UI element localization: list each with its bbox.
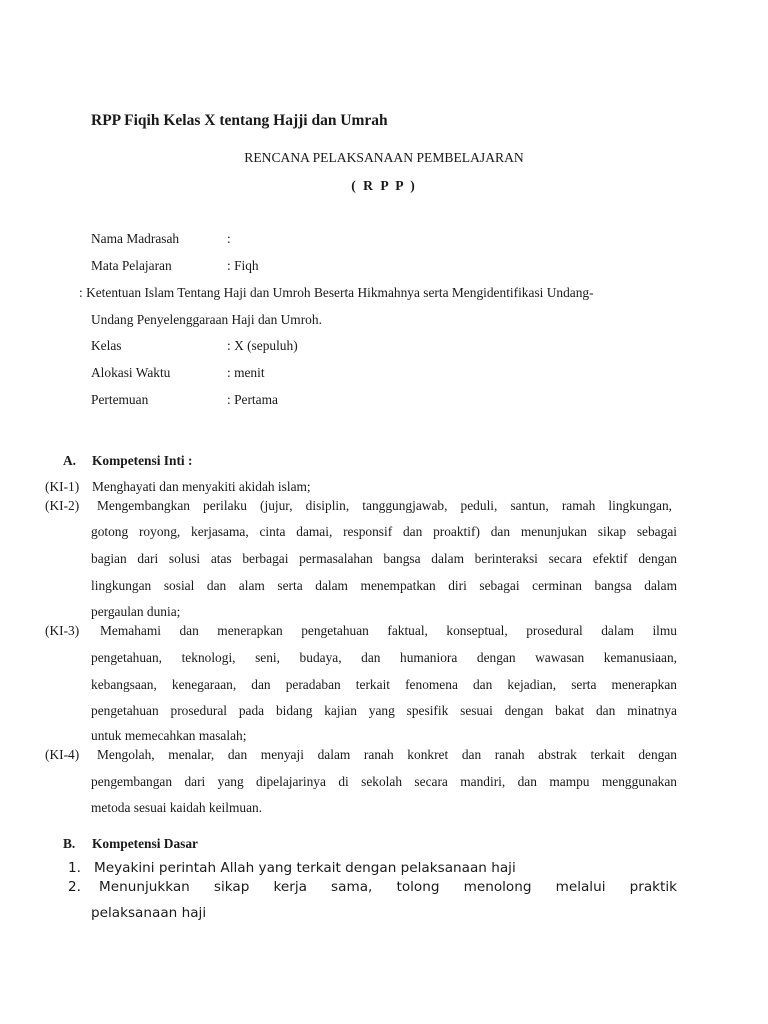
field-label-alokasi-waktu: Alokasi Waktu (91, 365, 171, 380)
field-value-pertemuan: : Pertama (227, 392, 278, 407)
kd-number: 2. (68, 879, 81, 895)
kd-number: 1. (68, 860, 81, 876)
ki-code: (KI-2) (45, 498, 80, 513)
section-b-letter: B. (63, 836, 76, 851)
field-value-kelas: : X (sepuluh) (227, 338, 298, 353)
ki-line: untuk memecahkan masalah; (91, 728, 247, 743)
topic-line-2: Undang Penyelenggaraan Haji dan Umroh. (91, 312, 322, 327)
ki-line: bagian dari solusi atas berbagai permasalahan bangsa dalam berinteraksi secara efektif dengan (91, 551, 677, 566)
field-sep-nama-madrasah: : (227, 231, 231, 246)
ki-line: Mengolah, menalar, dan menyaji dalam ranah konkret dan ranah abstrak terkait dengan (97, 747, 677, 762)
ki-line: Menghayati dan menyakiti akidah islam; (92, 479, 311, 494)
ki-line: pengetahuan prosedural pada bidang kajian yang spesifik sesuai dengan bakat dan minatnya (91, 703, 677, 718)
ki-line: metoda sesuai kaidah keilmuan. (91, 800, 263, 815)
field-label-mata-pelajaran: Mata Pelajaran (91, 258, 172, 273)
ki-line: pengembangan dari yang dipelajarinya di sekolah secara mandiri, dan mampu menggunakan (91, 774, 677, 789)
ki-code: (KI-3) (45, 623, 80, 638)
ki-line: lingkungan sosial dan alam serta dalam menempatkan diri sebagai cerminan bangsa dalam (91, 578, 677, 593)
ki-line: pengetahuan, teknologi, seni, budaya, dan humaniora dengan wawasan kemanusiaan, (91, 650, 677, 665)
section-a-letter: A. (63, 453, 77, 468)
field-value-mata-pelajaran: : Fiqh (227, 258, 259, 273)
ki-code: (KI-4) (45, 747, 80, 762)
ki-line: Mengembangkan perilaku (jujur, disiplin, tanggungjawab, peduli, santun, ramah lingkungan, (97, 498, 672, 513)
kd-line: Menunjukkan sikap kerja sama, tolong menolong melalui praktik (99, 879, 677, 895)
rpp-subheading: ( R P P ) (351, 178, 417, 193)
field-label-kelas: Kelas (91, 338, 122, 353)
field-label-nama-madrasah: Nama Madrasah (91, 231, 180, 246)
field-label-pertemuan: Pertemuan (91, 392, 149, 407)
document-title: RPP Fiqih Kelas X tentang Hajji dan Umrah (91, 112, 388, 129)
kd-line: Meyakini perintah Allah yang terkait dengan pelaksanaan haji (94, 860, 516, 876)
kd-line: pelaksanaan haji (91, 905, 207, 921)
topic-line-1: : Ketentuan Islam Tentang Haji dan Umroh Beserta Hikmahnya serta Mengidentifikasi Undang- (79, 285, 594, 300)
ki-line: gotong royong, kerjasama, cinta damai, responsif dan proaktif) dan menunjukan sikap sebagai (91, 524, 677, 539)
rpp-heading: RENCANA PELAKSANAAN PEMBELAJARAN (244, 150, 524, 165)
field-value-alokasi-waktu: : menit (227, 365, 265, 380)
ki-line: kebangsaan, kenegaraan, dan peradaban terkait fenomena dan kejadian, serta menerapkan (91, 677, 677, 692)
ki-code: (KI-1) (45, 479, 80, 494)
ki-line: Memahami dan menerapkan pengetahuan faktual, konseptual, prosedural dalam ilmu (100, 623, 677, 638)
section-b-title: Kompetensi Dasar (92, 836, 199, 851)
section-a-title: Kompetensi Inti : (92, 453, 193, 468)
ki-line: pergaulan dunia; (91, 604, 181, 619)
